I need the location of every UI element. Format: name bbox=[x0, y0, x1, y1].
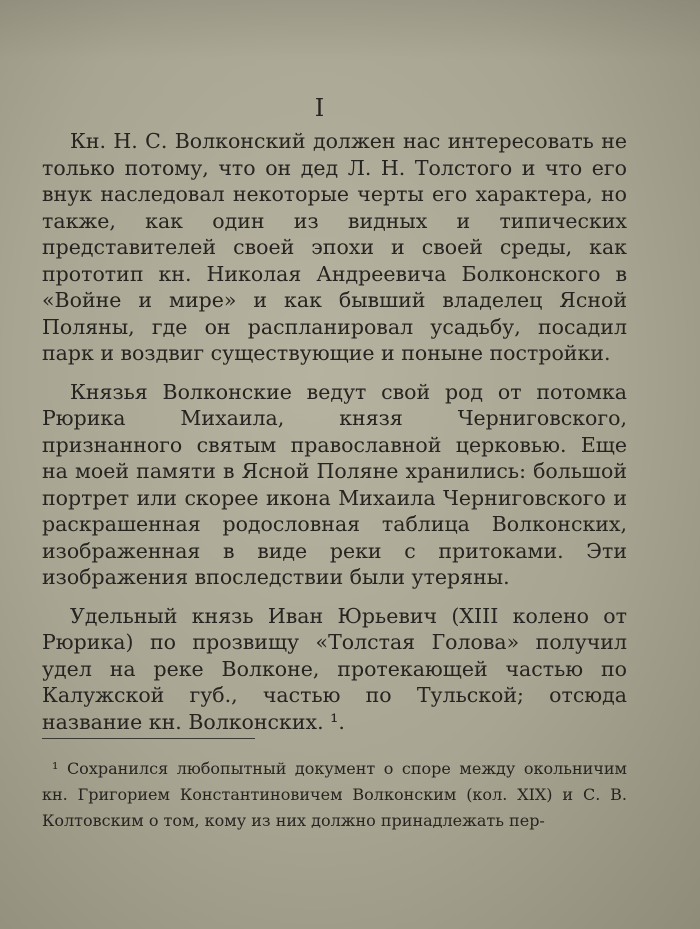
bleed-through-shadow bbox=[0, 0, 700, 60]
body-text bbox=[42, 128, 627, 747]
footnote-divider bbox=[42, 738, 255, 739]
paragraph-3: Удельный князь Иван Юрьевич (XIII колено от Рюрика) по прозвищу «Толстая Голова» получил удел на реке Волконе, протекающей частью по Калужской губ., частью по Тульской; отсюда название кн. Волконских. ¹. bbox=[42, 603, 627, 734]
footnote-text: ¹ Сохранился любопытный документ о споре между окольничим кн. Григорием Константиновичем Волконским (кол. XIX) и С. В. Колтовским о том, кому из них должно принадлежать пер- bbox=[42, 759, 627, 830]
footnote bbox=[42, 756, 627, 834]
paragraph-2: Князья Волконские ведут свой род от потомка Рюрика Михаила, князя Черниговского, признанного святым православной церковью. Еще на моей памяти в Ясной Поляне хранились: большой портрет или скорее икона Михаила Черниговского и раскрашенная родословная таблица Волконских, изображенная в виде реки с притоками. Эти изображения впоследствии были утеряны. bbox=[42, 379, 627, 589]
chapter-number: I bbox=[314, 94, 326, 122]
paragraph-1: Кн. Н. С. Волконский должен нас интересовать не только потому, что он дед Л. Н. Толстого и что его внук наследовал некоторые черты его характера, но также, как один из видных и типических представителей своей эпохи и своей среды, как прототип кн. Николая Андреевича Болконского в «Войне и мире» и как бывший владелец Ясной Поляны, где он распланировал усадьбу, посадил парк и воздвиг существующие и поныне постройки. bbox=[42, 129, 627, 365]
